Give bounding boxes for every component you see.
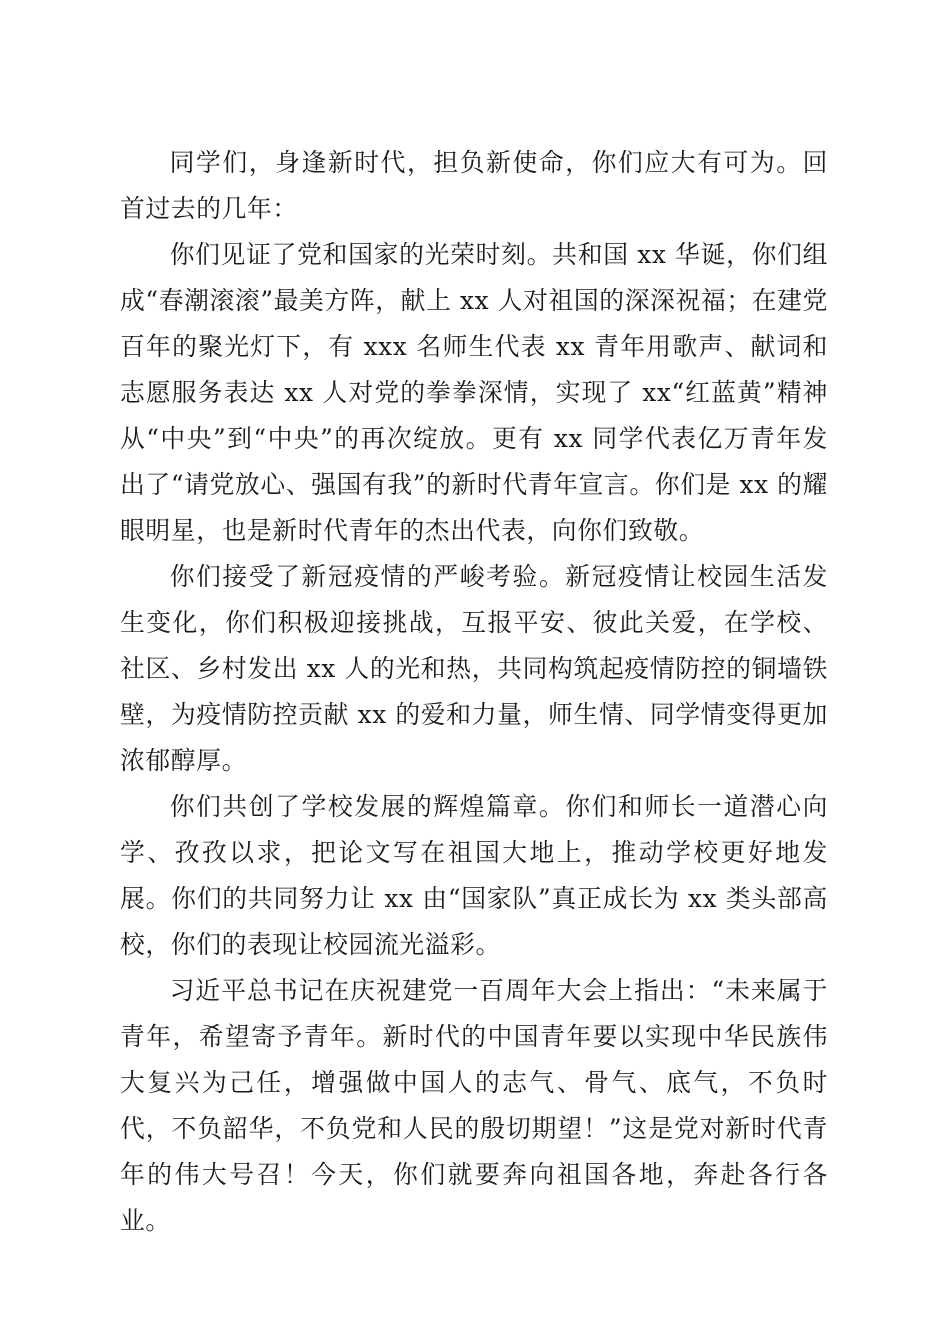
- paragraph-school-development: 你们共创了学校发展的辉煌篇章。你们和师长一道潜心向学、孜孜以求，把论文写在祖国大地上，推动学校更好地发展。你们的共同努力让 xx 由“国家队”真正成长为 xx 类头部高校，你们的表现让校园流光溢彩。: [120, 792, 828, 959]
- paragraph-witness: 你们见证了党和国家的光荣时刻。共和国 xx 华诞，你们组成“春潮滚滚”最美方阵，献上 xx 人对祖国的深深祝福；在建党百年的聚光灯下，有 xxx 名师生代表 xx 青年用歌声、献词和志愿服务表达 xx 人对党的拳拳深情，实现了 xx“红蓝黄”精神从“中央”到“中央”的再次绽放。更有 xx 同学代表亿万青年发出了“请党放心、强国有我”的新时代青年宣言。你们是 xx 的耀眼明星，也是新时代青年的杰出代表，向你们致敬。: [120, 240, 828, 545]
- paragraph-quote: 习近平总书记在庆祝建党一百周年大会上指出：“未来属于青年，希望寄予青年。新时代的中国青年要以实现中华民族伟大复兴为己任，增强做中国人的志气、骨气、底气，不负时代，不负韶华，不负党和人民的殷切期望！”这是党对新时代青年的伟大号召！今天，你们就要奔向祖国各地，奔赴各行各业。: [120, 976, 828, 1235]
- document-page: [120, 140, 828, 1244]
- paragraph-intro: 同学们，身逢新时代，担负新使命，你们应大有可为。回首过去的几年：: [120, 148, 828, 223]
- paragraph-epidemic: 你们接受了新冠疫情的严峻考验。新冠疫情让校园生活发生变化，你们积极迎接挑战，互报平安、彼此关爱，在学校、社区、乡村发出 xx 人的光和热，共同构筑起疫情防控的铜墙铁壁，为疫情防控贡献 xx 的爱和力量，师生情、同学情变得更加浓郁醇厚。: [120, 562, 828, 775]
